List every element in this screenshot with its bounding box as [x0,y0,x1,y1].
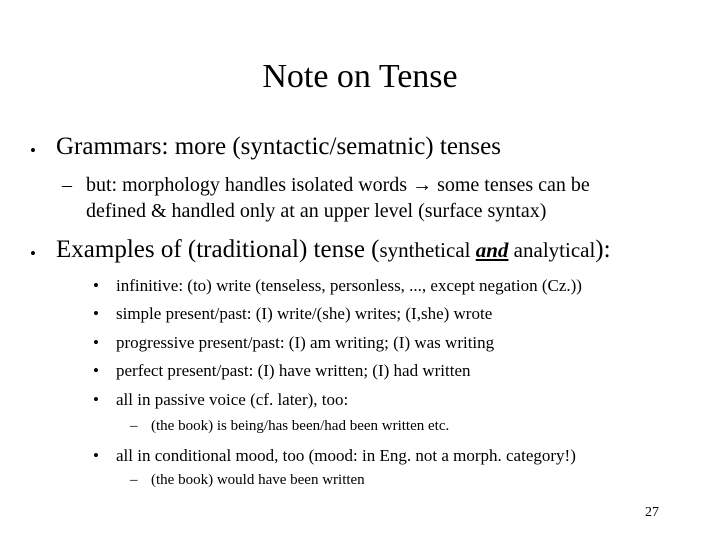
bullet-icon: • [93,361,99,380]
bullet-icon: • [93,446,99,465]
dash-icon: – [62,174,72,196]
example-item-perfect: perfect present/past: (I) have written; (I) had written [116,361,471,380]
examples-text-analytical: analytical [508,238,596,262]
examples-text-synthetical: synthetical [379,238,476,262]
conditional-note: (the book) would have been written [151,472,365,488]
bullet-icon: • [93,304,99,323]
bullet-grammars: Grammars: more (syntactic/sematnic) tenses [56,133,501,160]
bullet-examples [56,236,611,264]
slide-title: Note on Tense [262,58,458,95]
example-item-progressive: progressive present/past: (I) am writing; (I) was writing [116,333,495,352]
bullet-icon: • [93,333,99,352]
bullet-icon: • [30,141,36,160]
sub-bullet-morphology-line1: but: morphology handles isolated words → some tenses can be [86,174,590,196]
examples-text-part1: Examples of (traditional) tense ( [56,236,380,263]
dash-icon: – [130,472,138,488]
sub-bullet-morphology-line2: defined & handled only at an upper level (surface syntax) [86,200,547,222]
bullet-icon: • [93,390,99,409]
passive-note: (the book) is being/has been/had been written etc. [151,418,450,434]
examples-text-and: and [475,238,509,262]
example-item-conditional: all in conditional mood, too (mood: in Eng. not a morph. category!) [116,446,576,465]
example-item-simple: simple present/past: (I) write/(she) writes; (I,she) wrote [116,304,493,323]
bullet-icon: • [93,276,99,295]
example-item-infinitive: infinitive: (to) write (tenseless, personless, ..., except negation (Cz.)) [116,276,582,295]
example-item-passive: all in passive voice (cf. later), too: [116,390,349,409]
page-number: 27 [645,505,659,520]
examples-text-close: ): [595,236,611,263]
dash-icon: – [130,418,138,434]
bullet-icon: • [30,244,36,263]
